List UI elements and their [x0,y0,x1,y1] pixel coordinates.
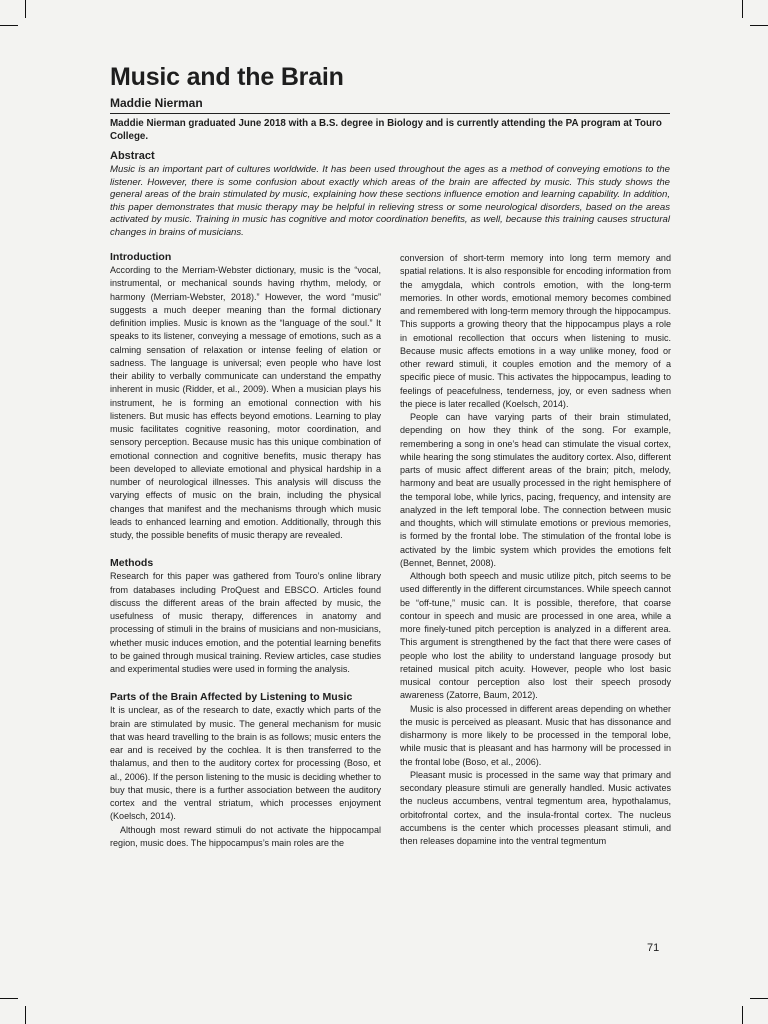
crop-mark [750,25,768,26]
crop-mark [25,1006,26,1024]
methods-heading: Methods [110,557,154,570]
crop-mark [0,25,18,26]
crop-mark [742,0,743,18]
article-page [110,62,671,848]
body-paragraph: Pleasant music is processed in the same way that primary and secondary pleasure stimuli are generally handled. Music activates the nucleus accumbens, ventral tegmentum area, hypothalamus, orbitofrontal cortex, and the insula-frontal cortex. The nucleus accumbens is the center which processes pleasant stimuli, and then releases dopamine into the ventral tegmentum [400,769,671,846]
methods-text: Research for this paper was gathered from Touro’s online library from databases including ProQuest and EBSCO. Articles found discuss the different areas of the brain affected by music, the usefulness of music therapy, differences in anatomy and processing of stimuli in the brains of musicians and non-musicians, whether music induces emotion, and the potential learning benefits to be gained through musical training. Review articles, case studies and experimental studies were used in forming the analysis. [110,571,381,674]
crop-mark [750,998,768,999]
abstract-text: Music is an important part of cultures worldwide. It has been used throughout the ages as a method of conveying emotions to the listener. However, there is some confusion about exactly which areas of the brain are affected by music. This study shows the general areas of the brain stimulated by music, explaining how these sections influence emotion and learning capability. In addition, this paper demonstrates that music therapy may be helpful in relieving stress or some neurological disorders, based on the areas activated by music. Training in music has cognitive and motor coordination benefits, as well, because this training causes structural changes in brains of musicians. [110,164,670,238]
author-name: Maddie Nierman [110,96,203,110]
parts-heading: Parts of the Brain Affected by Listening to Music [110,691,353,704]
body-paragraph: conversion of short-term memory into long term memory and spatial relations. It is also responsible for encoding information from the amygdala, which controls emotion, with the long-term memories. In other words, emotional memory becomes combined and remembered with long-term memory through the hippocampus. This supports a growing theory that the hippocampus plays a role in emotional recollection that occurs when listening to music. Because music affects emotions in a way unlike money, food or other reward stimuli, it couples emotion and the memory of a specific piece of music. This activates the hippocampus, leading to feelings of peacefulness, tenderness, joy, or even sadness when the piece is later recalled (Koelsch, 2014). [400,253,671,409]
body-paragraph: People can have varying parts of their brain stimulated, depending on how they think of the song. For example, remembering a song in one’s head can stimulate the visual cortex, while hearing the song stimulates the auditory cortex. Also, different parts of music affect different areas of the brain; pitch, melody, harmony and beat are usually processed in the right hemisphere of the temporal lobe, while lyrics, pacing, frequency, and intensity are analyzed in the left temporal lobe. The connection between music and thoughts, which will stimulate emotions or previous memories, is formed by the frontal lobe. The stimulation of the frontal lobe is activated by the limbic system which provides the emotions felt (Bennet, Bennet, 2008). [400,412,671,568]
right-column [400,252,671,848]
left-column [110,250,381,850]
page-number: 71 [647,942,660,954]
body-paragraph: Although both speech and music utilize pitch, pitch seems to be used differently in the different circumstances. While speech cannot be “off-tune,” music can. It is possible, therefore, that coarse contour in speech and music are processed in one area, while a more finely-tuned pitch perception is analyzed in a different area. This argument is strengthened by the fact that there were cases of people who lost the ability to understand language prosody but retained musical pitch acuity. However, people who lost basic musical contour perception also lost their speech prosody awareness (Zatorre, Baum, 2012). [400,571,671,701]
author-bio: Maddie Nierman graduated June 2018 with a B.S. degree in Biology and is currently attending the PA program at Touro College. [110,118,662,142]
introduction-text: According to the Merriam-Webster dictionary, music is the “vocal, instrumental, or mechanical sounds having rhythm, melody, or harmony (Merriam-Webster, 2018).” However, the word “music” suggests a much deeper meaning than the formal dictionary definition implies. Music is known as the “language of the soul.” It speaks to its listener, conveying a message of emotions, such as a calming sensation of relaxation or intense feeling of elation or sadness. The language is universal; even people who have lost their ability to verbally communicate can understand the empathy inherent in music (Ridder, et al., 2009). When a musician plays his instrument, he is forming an emotional connection with his listeners. But music has effects beyond emotions. Learning to play music facilitates cognitive reasoning, motor coordination, and sensory perception. Because music has this unique combination of emotional connection and cognitive benefits, music therapy has been developed to alleviate emotional and physical hardship in a number of neurological illnesses. This analysis will discuss the varying effects of music on the brain, including the physical changes that manifest and the mechanisms through which music leads to enhanced learning and emotion. Additionally, through this study, the possible benefits of music therapy are revealed. [110,265,381,540]
abstract-heading: Abstract [110,150,155,163]
body-paragraph: Music is also processed in different areas depending on whether the music is perceived as pleasant. Music that has dissonance and disharmony is more likely to be processed in the temporal lobe, while music that is pleasant and has harmony will be processed in the frontal lobe (Boso, et al., 2006). [400,703,671,767]
crop-mark [0,998,18,999]
parts-paragraph: Although most reward stimuli do not activate the hippocampal region, music does. The hippocampus’s main roles are the [110,824,381,848]
article-title: Music and the Brain [110,63,344,91]
parts-paragraph: It is unclear, as of the research to date, exactly which parts of the brain are stimulated by music. The general mechanism for music that was heard travelling to the brain is as follows; music enters the ear and is received by the cochlea. It is then transferred to the thalamus, and then to the auditory cortex for processing (Boso, et al., 2006). If the person listening to the music is deciding whether to buy that music, there is a further association between the auditory cortex and the ventral striatum, which processes enjoyment (Koelsch, 2014). [110,705,381,822]
crop-mark [25,0,26,18]
crop-mark [742,1006,743,1024]
title-rule [110,113,670,114]
introduction-heading: Introduction [110,251,172,263]
